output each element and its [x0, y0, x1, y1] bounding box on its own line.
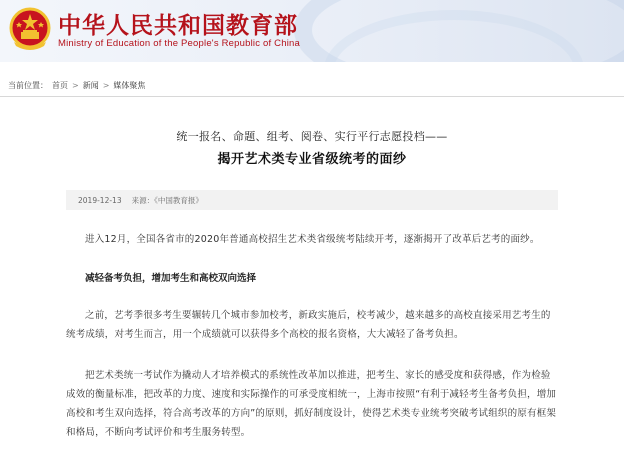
breadcrumb-separator: > [72, 80, 79, 90]
breadcrumb-label: 当前位置： [8, 80, 48, 90]
breadcrumb-separator: > [102, 80, 110, 90]
article-paragraph: 进入12月，全国各省市的2020年普通高校招生艺术类省级统考陆续开考，逐渐揭开了改革后艺考的面纱。 [85, 234, 540, 245]
article-subheading: 减轻备考负担，增加考生和高校双向选择 [85, 273, 257, 284]
article-title: 揭开艺术类专业省级统考的面纱 [217, 152, 407, 167]
breadcrumb-news-link[interactable]: 新闻 [82, 80, 99, 90]
site-header [0, 0, 624, 62]
breadcrumb-media-link[interactable]: 媒体聚焦 [113, 80, 146, 90]
article-paragraph: 把艺术类统一考试作为撬动人才培养模式的系统性改革加以推进，把考生、家长的感受度和获得感，作为检验成效的衡量标准，把改革的力度、速度和实际操作的可承受度相统一，上海市按照“有利于减轻考生备考负担，增加高校和考生双向选择，符合高考改革的方向”的原则，抓好制度设计，使得艺术类专业统考突破考试组织的原有框架和格局，不断向考试评价和考生服务转型。 [66, 370, 557, 438]
article-date: 2019-12-13 [78, 195, 122, 205]
article-pre-title: 统一报名、命题、组考、阅卷、实行平行志愿投档—— [176, 130, 448, 143]
article-paragraph: 之前，艺考季很多考生要辗转几个城市参加校考，新政实施后，校考减少，越来越多的高校直接采用艺考生的统考成绩，对考生而言，用一个成绩就可以获得多个高校的报名资格，大大减轻了备考负担。 [66, 310, 551, 340]
site-title-english: Ministry of Education of the People's Republic of China [58, 38, 300, 49]
site-title[interactable]: 中华人民共和国教育部 [58, 12, 298, 39]
article-meta [66, 190, 558, 210]
breadcrumb [8, 78, 145, 92]
national-emblem-icon[interactable] [8, 6, 52, 54]
breadcrumb-home-link[interactable]: 首页 [52, 80, 68, 90]
breadcrumb-divider [0, 96, 624, 97]
article-source: 来源：《中国教育报》 [131, 195, 203, 205]
